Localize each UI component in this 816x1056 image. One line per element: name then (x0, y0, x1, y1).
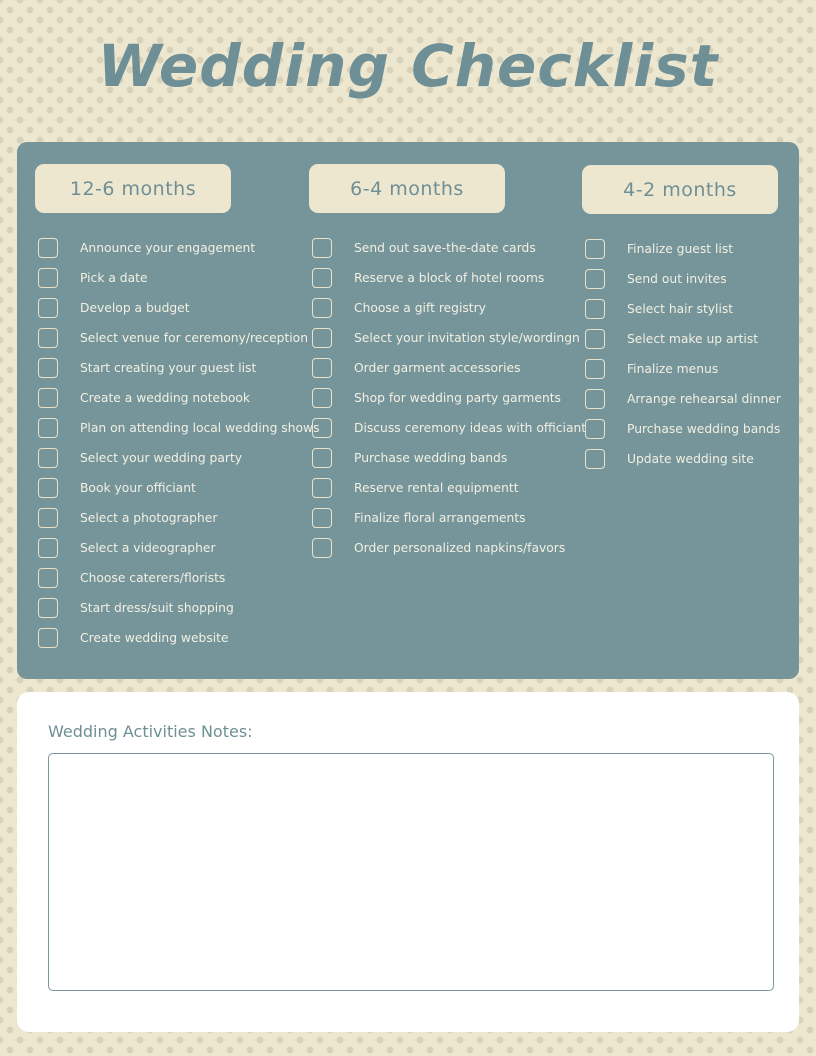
checklist-item-label: Reserve rental equipmentt (354, 481, 519, 495)
checklist-item[interactable] (309, 473, 586, 503)
checklist-item-label: Create wedding website (80, 631, 229, 645)
checklist-item[interactable] (309, 263, 586, 293)
checkbox[interactable] (585, 269, 605, 289)
checkbox[interactable] (312, 238, 332, 258)
checklist-item[interactable] (35, 533, 319, 563)
checkbox[interactable] (312, 358, 332, 378)
checklist-item-label: Update wedding site (627, 452, 754, 466)
checklist-item[interactable] (309, 533, 586, 563)
checklist (35, 233, 319, 653)
checklist (582, 234, 781, 474)
checklist-item[interactable] (582, 234, 781, 264)
checkbox[interactable] (38, 478, 58, 498)
checkbox[interactable] (585, 389, 605, 409)
checklist-item-label: Finalize guest list (627, 242, 734, 256)
checklist-item[interactable] (35, 593, 319, 623)
checklist-item-label: Finalize menus (627, 362, 719, 376)
checklist-item[interactable] (309, 443, 586, 473)
checklist-item[interactable] (35, 473, 319, 503)
checklist-item[interactable] (582, 444, 781, 474)
column-6-4-months (309, 164, 586, 563)
checkbox[interactable] (585, 359, 605, 379)
checklist-item-label: Plan on attending local wedding shows (80, 421, 320, 435)
checklist-item-label: Arrange rehearsal dinner (627, 392, 781, 406)
checklist-item[interactable] (309, 413, 586, 443)
checkbox[interactable] (312, 448, 332, 468)
checklist-item-label: Select a photographer (80, 511, 218, 525)
checklist-item[interactable] (35, 293, 319, 323)
checklist-item-label: Order garment accessories (354, 361, 521, 375)
checkbox[interactable] (38, 598, 58, 618)
checklist-item[interactable] (582, 264, 781, 294)
column-header: 12-6 months (35, 164, 231, 213)
column-4-2-months (582, 165, 781, 474)
checklist-item-label: Send out save-the-date cards (354, 241, 536, 255)
checklist-item[interactable] (582, 294, 781, 324)
checkbox[interactable] (585, 419, 605, 439)
checklist-panel (17, 142, 799, 679)
checkbox[interactable] (38, 268, 58, 288)
checklist-item-label: Shop for wedding party garments (354, 391, 561, 405)
checklist-item-label: Develop a budget (80, 301, 190, 315)
checklist-item[interactable] (309, 233, 586, 263)
checklist-item[interactable] (35, 383, 319, 413)
checklist-item[interactable] (582, 384, 781, 414)
checklist-item-label: Pick a date (80, 271, 148, 285)
checklist-item[interactable] (35, 623, 319, 653)
checklist-item-label: Finalize floral arrangements (354, 511, 526, 525)
checklist-item-label: Book your officiant (80, 481, 196, 495)
checkbox[interactable] (38, 508, 58, 528)
checklist-item-label: Purchase wedding bands (354, 451, 508, 465)
column-header: 4-2 months (582, 165, 778, 214)
checklist-item[interactable] (35, 413, 319, 443)
checklist-item[interactable] (35, 353, 319, 383)
checklist-item-label: Choose caterers/florists (80, 571, 226, 585)
checkbox[interactable] (38, 328, 58, 348)
checkbox[interactable] (312, 418, 332, 438)
checklist-item-label: Purchase wedding bands (627, 422, 781, 436)
checklist-item[interactable] (35, 503, 319, 533)
checkbox[interactable] (312, 478, 332, 498)
page-title: Wedding Checklist (97, 32, 719, 100)
checklist-item[interactable] (35, 323, 319, 353)
checklist-item-label: Select make up artist (627, 332, 759, 346)
checkbox[interactable] (585, 329, 605, 349)
checklist-item[interactable] (309, 323, 586, 353)
checkbox[interactable] (38, 238, 58, 258)
checkbox[interactable] (585, 239, 605, 259)
checkbox[interactable] (38, 628, 58, 648)
checkbox[interactable] (312, 298, 332, 318)
checkbox[interactable] (38, 388, 58, 408)
column-12-6-months (35, 164, 319, 653)
checklist-item-label: Discuss ceremony ideas with officiant (354, 421, 587, 435)
checkbox[interactable] (38, 538, 58, 558)
checkbox[interactable] (38, 298, 58, 318)
checklist-item[interactable] (35, 563, 319, 593)
checklist-item-label: Choose a gift registry (354, 301, 486, 315)
checkbox[interactable] (38, 418, 58, 438)
checklist-item[interactable] (582, 354, 781, 384)
checklist-item-label: Order personalized napkins/favors (354, 541, 566, 555)
checklist-item-label: Announce your engagement (80, 241, 256, 255)
checklist-item-label: Start dress/suit shopping (80, 601, 234, 615)
notes-label: Wedding Activities Notes: (48, 722, 253, 741)
checklist-item[interactable] (309, 353, 586, 383)
checklist-item-label: Create a wedding notebook (80, 391, 251, 405)
checkbox[interactable] (312, 508, 332, 528)
notes-section (17, 692, 799, 1032)
checkbox[interactable] (312, 388, 332, 408)
checkbox[interactable] (38, 448, 58, 468)
checkbox[interactable] (585, 299, 605, 319)
checkbox[interactable] (38, 568, 58, 588)
checklist-item-label: Start creating your guest list (80, 361, 257, 375)
checklist-item-label: Select venue for ceremony/reception (80, 331, 308, 345)
checklist-item-label: Select your invitation style/wordingn (354, 331, 580, 345)
checkbox[interactable] (312, 268, 332, 288)
checklist-item-label: Reserve a block of hotel rooms (354, 271, 545, 285)
checkbox[interactable] (312, 328, 332, 348)
checklist-item-label: Select a videographer (80, 541, 216, 555)
checklist-item[interactable] (309, 293, 586, 323)
checklist-item[interactable] (35, 443, 319, 473)
checkbox[interactable] (38, 358, 58, 378)
checkbox[interactable] (585, 449, 605, 469)
checklist-item[interactable] (309, 383, 586, 413)
checklist-item[interactable] (35, 233, 319, 263)
checklist-item-label: Select your wedding party (80, 451, 243, 465)
checklist-item[interactable] (35, 263, 319, 293)
checklist-item[interactable] (582, 324, 781, 354)
checklist-item-label: Send out invites (627, 272, 727, 286)
column-header: 6-4 months (309, 164, 505, 213)
checklist-item-label: Select hair stylist (627, 302, 734, 316)
checklist-item[interactable] (309, 503, 586, 533)
checklist (309, 233, 586, 563)
checklist-item[interactable] (582, 414, 781, 444)
checkbox[interactable] (312, 538, 332, 558)
notes-textarea[interactable] (48, 753, 774, 991)
